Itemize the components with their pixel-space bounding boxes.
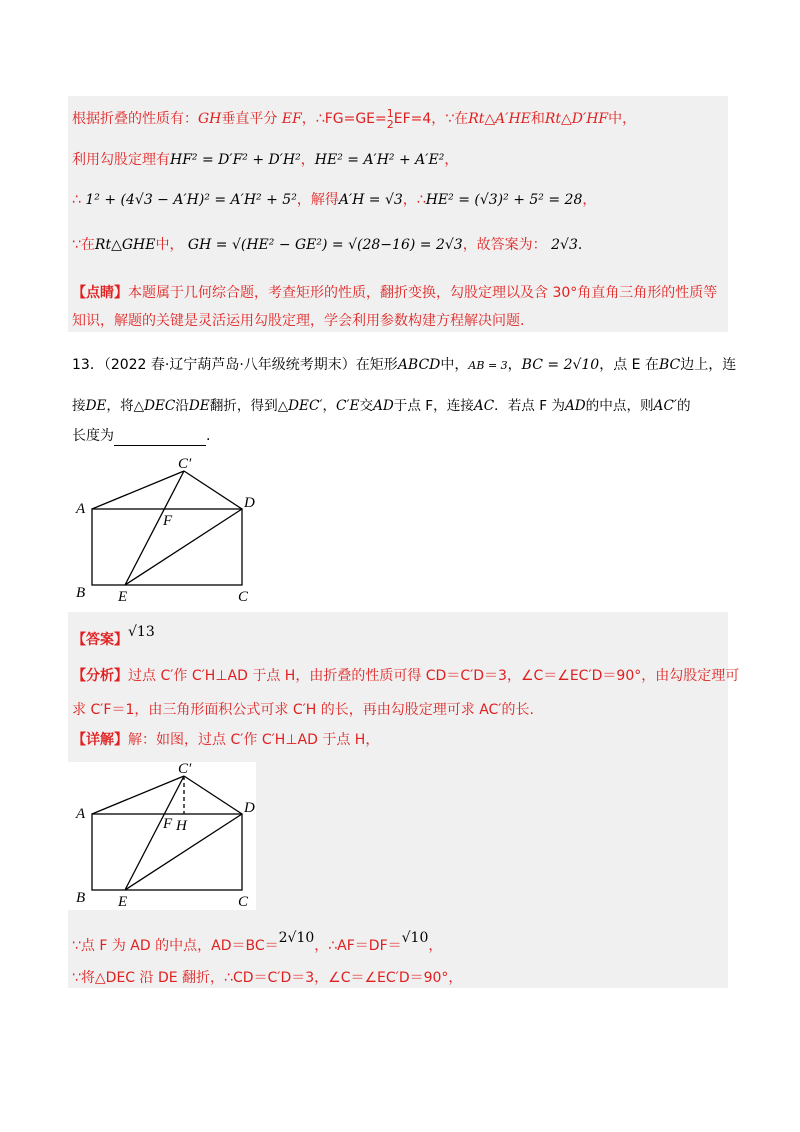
label-a: A (76, 501, 86, 517)
label-c: C (238, 894, 249, 910)
answer-blank (114, 431, 206, 446)
q13-line2: 接DE，将△DEC沿DE翻折，得到△DEC′，C′E交AD于点 F，连接AC．若点 F 为AD的中点，则AC′的 (72, 398, 691, 414)
sol12-comment-line2: 知识，解题的关键是灵活运用勾股定理，学会利用参数构建方程解决问题. (72, 313, 525, 329)
sol12-line2: 利用勾股定理有HF² = D′F² + D′H²，HE² = A′H² + A′E²， (72, 152, 459, 168)
answer-line: 【答案】√13 (72, 624, 155, 648)
detail-line3: ∵将△DEC 沿 DE 翻折，∴CD＝C′D＝3，∠C＝∠EC′D＝90°， (72, 970, 463, 986)
label-b: B (76, 890, 86, 906)
sol12-line3: ∴ 1² + (4√3 − A′H)² = A′H² + 5²，解得A′H = √3，∴HE² = (√3)² + 5² = 28， (72, 192, 597, 208)
q13-line1: 13．（2022 春·辽宁葫芦岛·八年级统考期末）在矩形ABCD中，AB = 3，BC = 2√10，点 E 在BC边上，连 (72, 357, 737, 373)
label-c: C (238, 589, 249, 605)
label-d: D (244, 495, 255, 511)
label-c-prime: C′ (178, 456, 192, 472)
sol12-comment-line1: 【点睛】本题属于几何综合题，考查矩形的性质，翻折变换，勾股定理以及含 30°角直角三角形的性质等 (72, 285, 718, 301)
segment-ac1 (92, 776, 184, 814)
analysis-line2: 求 C′F＝1，由三角形面积公式可求 C′H 的长，再由勾股定理可求 AC′的长. (72, 702, 534, 718)
label-h: H (176, 818, 187, 834)
segment-c1d (184, 776, 242, 814)
q13-line3: 长度为 . (72, 428, 211, 444)
figure-rectangle-fold (70, 455, 270, 605)
analysis-line1: 【分析】过点 C′作 C′H⊥AD 于点 H，由折叠的性质可得 CD＝C′D＝3，∠C＝∠EC′D＝90°，由勾股定理可 (72, 668, 740, 684)
label-e: E (118, 589, 128, 605)
label-e: E (118, 894, 128, 910)
sol12-line1: 根据折叠的性质有：GH垂直平分 EF，∴FG=GE= 1 2 EF=4，∵在Rt△A′HE和Rt△D′HF中， (72, 107, 637, 131)
detail-line2: ∵点 F 为 AD 的中点，AD＝BC＝2√10，∴AF＝DF＝√10， (72, 930, 443, 954)
label-f: F (163, 816, 173, 832)
segment-ed (125, 509, 242, 585)
label-a: A (76, 806, 86, 822)
fraction-half: 1 2 (386, 107, 394, 131)
label-c-prime: C′ (178, 761, 192, 777)
figure-rectangle-fold-with-altitude (70, 760, 270, 910)
detail-line1: 【详解】解：如图，过点 C′作 C′H⊥AD 于点 H， (72, 732, 380, 748)
segment-ac1 (92, 471, 184, 509)
segment-c1e (125, 471, 184, 585)
sol12-line4: ∵在Rt△GHE中， GH = √(HE² − GE²) = √(28−16) = 2√3，故答案为： 2√3. (72, 237, 583, 253)
label-f: F (163, 513, 173, 529)
segment-c1d (184, 471, 242, 509)
label-d: D (244, 800, 255, 816)
label-b: B (76, 585, 86, 601)
